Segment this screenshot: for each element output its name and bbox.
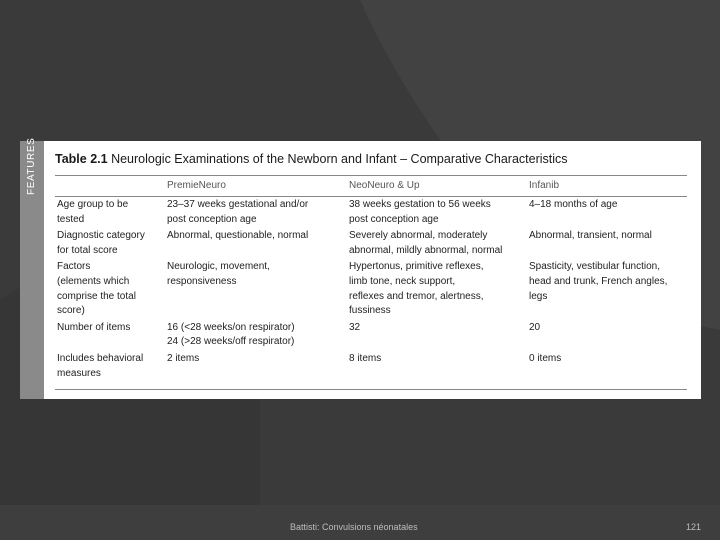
- cell-line: Number of items: [57, 321, 131, 333]
- row-label: [55, 351, 165, 390]
- table-row: [55, 259, 687, 319]
- cell-line: post conception age: [167, 213, 257, 225]
- features-label: FEATURES: [26, 137, 37, 195]
- row-label: [55, 320, 165, 351]
- cell-line: tested: [57, 213, 85, 225]
- table-title-text: Neurologic Examinations of the Newborn and Infant – Comparative Characteristics: [111, 152, 568, 166]
- cell-line: Hypertonus, primitive reflexes,: [349, 261, 484, 273]
- row-label: [55, 197, 165, 229]
- cell-line: legs: [529, 290, 548, 302]
- table-row: [55, 197, 687, 229]
- cell-line: limb tone, neck support,: [349, 275, 456, 287]
- table-cell: [347, 228, 527, 259]
- cell-line: Abnormal, questionable, normal: [167, 230, 309, 242]
- table-card: [20, 137, 701, 399]
- cell-line: fussiness: [349, 305, 391, 317]
- table-body: [55, 197, 687, 390]
- row-label: [55, 259, 165, 319]
- cell-line: Factors: [57, 261, 91, 273]
- cell-line: 24 (>28 weeks/off respirator): [167, 336, 295, 348]
- comparison-table: [55, 175, 687, 390]
- table-cell: [527, 197, 687, 229]
- table-cell: [527, 351, 687, 390]
- table-content: [55, 149, 687, 390]
- table-cell: [527, 228, 687, 259]
- header-infanib: Infanib: [527, 176, 687, 197]
- cell-line: 20: [529, 321, 541, 333]
- row-label: [55, 228, 165, 259]
- cell-line: Severely abnormal, moderately: [349, 230, 488, 242]
- cell-line: 38 weeks gestation to 56 weeks: [349, 199, 491, 210]
- table-cell: [347, 320, 527, 351]
- cell-line: Neurologic, movement,: [167, 261, 270, 273]
- cell-line: Spasticity, vestibular function,: [529, 261, 660, 273]
- cell-line: comprise the total: [57, 290, 136, 302]
- table-number: Table 2.1: [55, 152, 108, 166]
- cell-line: for total score: [57, 244, 118, 256]
- cell-line: score): [57, 305, 85, 317]
- cell-line: abnormal, mildly abnormal, normal: [349, 244, 503, 256]
- table-cell: [165, 351, 347, 390]
- page-number: 121: [686, 522, 702, 532]
- table-cell: [165, 259, 347, 319]
- features-band: [20, 137, 44, 399]
- table-cell: [527, 320, 687, 351]
- cell-line: Abnormal, transient, normal: [529, 230, 652, 242]
- table-cell: [165, 197, 347, 229]
- table-cell: [347, 259, 527, 319]
- cell-line: 16 (<28 weeks/on respirator): [167, 321, 295, 333]
- cell-line: (elements which: [57, 275, 130, 287]
- cell-line: 0 items: [529, 352, 562, 364]
- cell-line: measures: [57, 367, 101, 379]
- table-cell: [347, 351, 527, 390]
- cell-line: Includes behavioral: [57, 352, 144, 364]
- table-header-row: [55, 176, 687, 197]
- table-title: [55, 149, 687, 175]
- cell-line: 23–37 weeks gestational and/or: [167, 199, 309, 210]
- cell-line: 2 items: [167, 352, 200, 364]
- table-cell: [165, 320, 347, 351]
- header-neoneuro: NeoNeuro & Up: [347, 176, 527, 197]
- cell-line: 8 items: [349, 352, 382, 364]
- cell-line: reflexes and tremor, alertness,: [349, 290, 484, 302]
- cell-line: Age group to be: [57, 199, 129, 210]
- cell-line: Diagnostic category: [57, 230, 145, 242]
- cell-line: responsiveness: [167, 275, 237, 287]
- header-premieneuro: PremieNeuro: [165, 176, 347, 197]
- cell-line: head and trunk, French angles,: [529, 275, 668, 287]
- table-cell: [347, 197, 527, 229]
- table-cell: [527, 259, 687, 319]
- footer-text: Battisti: Convulsions néonatales: [290, 522, 418, 532]
- cell-line: 32: [349, 321, 361, 333]
- table-row: [55, 228, 687, 259]
- cell-line: post conception age: [349, 213, 439, 225]
- cell-line: 4–18 months of age: [529, 199, 618, 210]
- table-row: [55, 320, 687, 351]
- table-row: [55, 351, 687, 390]
- header-empty: [55, 176, 165, 197]
- table-cell: [165, 228, 347, 259]
